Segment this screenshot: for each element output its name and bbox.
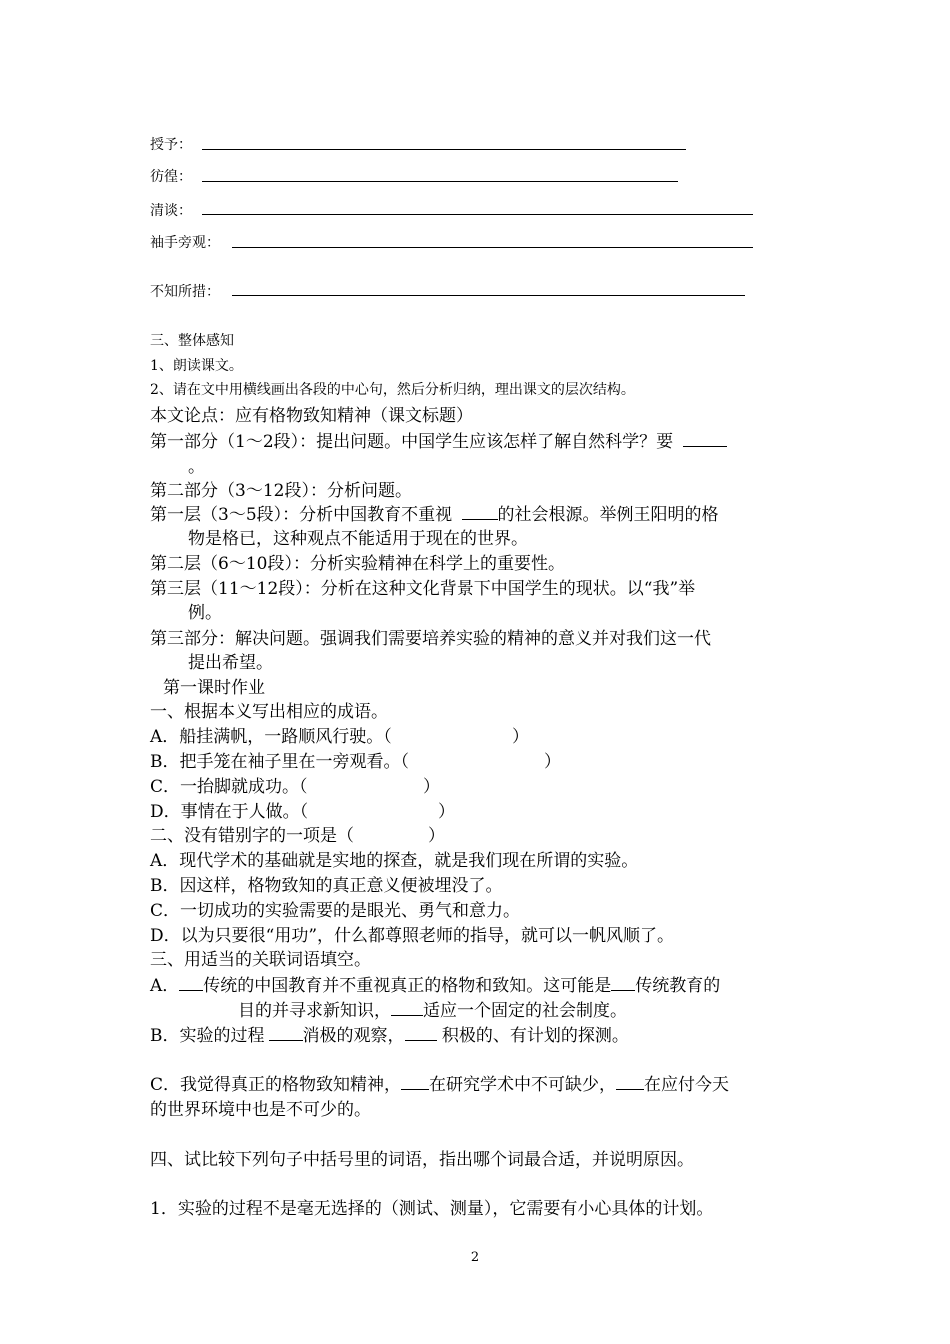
answer-line[interactable] [232, 247, 753, 248]
option-c: C．一切成功的实验需要的是眼光、勇气和意力。 [150, 901, 521, 921]
layer-three-cont: 例。 [188, 603, 222, 623]
blank[interactable] [401, 1075, 429, 1090]
close-paren: ） [438, 802, 455, 822]
list-item: 1、朗读课文。 [150, 358, 243, 374]
answer-line[interactable] [202, 149, 686, 150]
layer-three: 第三层（11～12段）：分析在这种文化背景下中国学生的现状。以“我”举 [150, 579, 696, 599]
option-a: A．船挂满帆，一路顺风行驶。（ [150, 727, 392, 747]
thesis: 本文论点：应有格物致知精神（课文标题） [150, 406, 473, 426]
option-text: 传统教育的 [635, 976, 721, 996]
option-a [150, 971, 720, 996]
definition-row [150, 281, 220, 301]
definition-row [150, 166, 192, 186]
list-item: 2、请在文中用横线画出各段的中心句，然后分析归纳，理出课文的层次结构。 [150, 382, 635, 398]
definition-term: 授予： [150, 137, 192, 153]
question-heading: 四、试比较下列句子中括号里的词语，指出哪个词最合适，并说明原因。 [150, 1150, 694, 1170]
option-c: C．一抬脚就成功。（ [150, 777, 308, 797]
option-text: 在应付今天 [644, 1075, 730, 1095]
option-text: B．实验的过程 [150, 1026, 265, 1046]
part-one-cont: 。 [188, 457, 205, 477]
option-text: 在研究学术中不可缺少， [429, 1075, 617, 1095]
part-one-text: 第一部分（1～2段）：提出问题。中国学生应该怎样了解自然科学？要 [150, 432, 674, 452]
page-number: 2 [470, 1250, 480, 1265]
part-one [150, 427, 727, 452]
option-a-cont [238, 996, 627, 1021]
blank[interactable] [616, 1075, 644, 1090]
section-heading: 三、整体感知 [150, 333, 234, 349]
blank[interactable] [391, 1001, 423, 1016]
option-a: A．现代学术的基础就是实地的探查，就是我们现在所谓的实验。 [150, 851, 639, 871]
layer-one-cont: 物是格已，这种观点不能适用于现在的世界。 [188, 529, 528, 549]
blank[interactable] [269, 1026, 303, 1041]
option-text: 目的并寻求新知识， [238, 1001, 391, 1021]
layer-one-text: 的社会根源。举例王阳明的格 [497, 505, 719, 525]
part-three: 第三部分：解决问题。强调我们需要培养实验的精神的意义并对我们这一代 [150, 629, 711, 649]
answer-line[interactable] [202, 181, 678, 182]
option-text: C．我觉得真正的格物致知精神， [150, 1075, 402, 1095]
option-text: 消极的观察， [302, 1026, 405, 1046]
answer-line[interactable] [232, 295, 745, 296]
layer-two: 第二层（6～10段）：分析实验精神在科学上的重要性。 [150, 554, 565, 574]
option-d: D．以为只要很“用功”，什么都尊照老师的指导，就可以一帆风顺了。 [150, 926, 675, 946]
blank[interactable] [683, 432, 727, 447]
answer-line[interactable] [202, 214, 753, 215]
close-paren: ） [544, 752, 561, 772]
blank[interactable] [405, 1026, 437, 1041]
option-b: B．把手笼在袖子里在一旁观看。（ [150, 752, 409, 772]
option-text: 传统的中国教育并不重视真正的格物和致知。这可能是 [203, 976, 612, 996]
part-two: 第二部分（3～12段）：分析问题。 [150, 481, 412, 501]
option-text: A． [150, 976, 180, 996]
definition-row [150, 200, 192, 220]
layer-one [150, 500, 719, 525]
question-heading: 二、没有错别字的一项是（ [150, 826, 354, 846]
close-paren: ） [423, 777, 440, 797]
homework-title: 第一课时作业 [163, 678, 265, 698]
definition-term: 不知所措： [150, 284, 220, 300]
definition-term: 袖手旁观： [150, 235, 220, 251]
layer-one-text: 第一层（3～5段）：分析中国教育不重视 [150, 505, 453, 525]
option-c [150, 1070, 729, 1095]
definition-row [150, 134, 192, 154]
list-item: 1．实验的过程不是毫无选择的（测试、测量），它需要有小心具体的计划。 [150, 1199, 714, 1219]
option-text: 积极的、有计划的探测。 [441, 1026, 629, 1046]
option-b [150, 1021, 629, 1046]
blank[interactable] [611, 976, 635, 991]
question-heading: 三、用适当的关联词语填空。 [150, 950, 371, 970]
definition-term: 彷徨： [150, 169, 192, 185]
close-paren: ） [512, 727, 529, 747]
option-d: D．事情在于人做。（ [150, 802, 309, 822]
definition-row [150, 232, 220, 252]
option-b: B．因这样，格物致知的真正意义便被埋没了。 [150, 876, 503, 896]
blank[interactable] [179, 976, 203, 991]
blank[interactable] [462, 505, 498, 520]
part-three-cont: 提出希望。 [188, 653, 273, 673]
option-text: 适应一个固定的社会制度。 [423, 1001, 627, 1021]
close-paren: ） [428, 826, 445, 846]
definition-term: 清谈： [150, 203, 192, 219]
option-c-cont: 的世界环境中也是不可少的。 [150, 1100, 371, 1120]
question-heading: 一、根据本义写出相应的成语。 [150, 702, 388, 722]
